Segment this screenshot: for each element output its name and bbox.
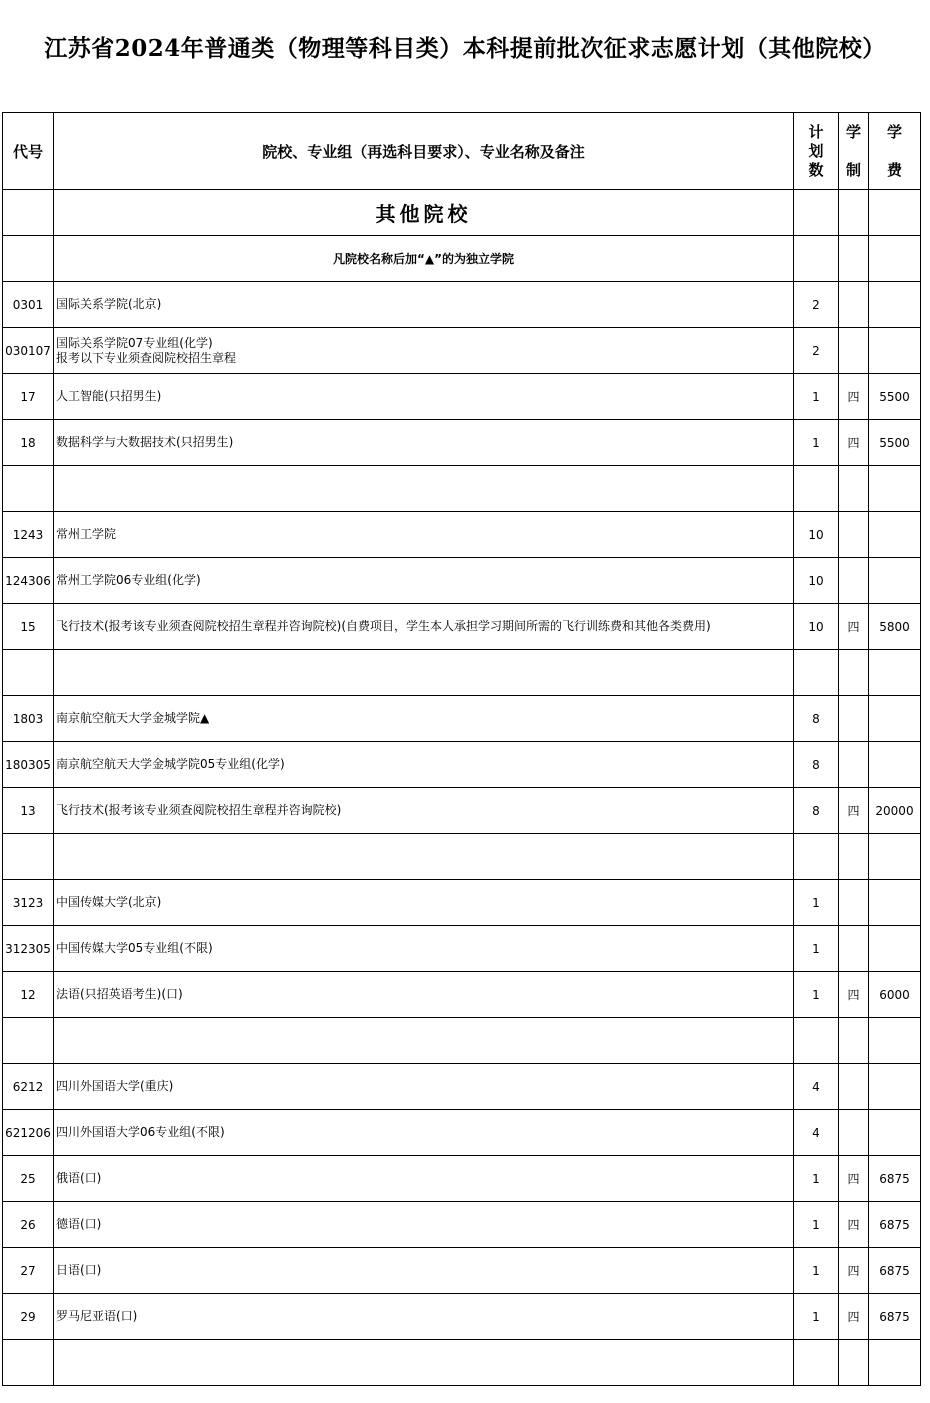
row-code — [3, 1340, 54, 1386]
row-plan: 8 — [794, 788, 839, 834]
row-name — [54, 1156, 794, 1202]
header-fee-char: 费 — [886, 161, 902, 179]
row-code — [3, 650, 54, 696]
row-duration — [839, 1110, 869, 1156]
row-duration — [839, 558, 869, 604]
table-row — [3, 788, 921, 834]
row-code: 6212 — [3, 1064, 54, 1110]
row-name — [54, 742, 794, 788]
row-name-line: 国际关系学院07专业组(化学) — [56, 335, 213, 350]
note-row — [3, 236, 921, 282]
header-plan — [794, 113, 839, 190]
row-name — [54, 558, 794, 604]
row-plan: 1 — [794, 1294, 839, 1340]
row-plan: 1 — [794, 1156, 839, 1202]
row-name — [54, 466, 794, 512]
header-plan-char: 计 — [808, 122, 824, 141]
row-fee — [869, 880, 921, 926]
row-code: 1803 — [3, 696, 54, 742]
row-duration — [839, 282, 869, 328]
row-code: 25 — [3, 1156, 54, 1202]
header-plan-char: 数 — [808, 160, 824, 179]
table-row — [3, 512, 921, 558]
row-name-line: 国际关系学院(北京) — [56, 297, 162, 311]
row-name-line: 数据科学与大数据技术(只招男生) — [56, 435, 234, 449]
table-row — [3, 1064, 921, 1110]
row-duration — [839, 834, 869, 880]
row-fee — [869, 1110, 921, 1156]
row-code: 17 — [3, 374, 54, 420]
row-plan: 2 — [794, 328, 839, 374]
row-code: 12 — [3, 972, 54, 1018]
row-fee — [869, 1340, 921, 1386]
row-plan: 1 — [794, 1202, 839, 1248]
row-code — [3, 466, 54, 512]
row-fee: 6875 — [869, 1248, 921, 1294]
row-duration — [839, 328, 869, 374]
table-row — [3, 650, 921, 696]
table-row — [3, 834, 921, 880]
row-name-line: 中国传媒大学(北京) — [56, 895, 162, 909]
table-row — [3, 1110, 921, 1156]
row-name — [54, 788, 794, 834]
table-row — [3, 926, 921, 972]
page-title: 江苏省2024年普通类（物理等科目类）本科提前批次征求志愿计划（其他院校） — [44, 35, 886, 62]
row-code: 26 — [3, 1202, 54, 1248]
table-row — [3, 1018, 921, 1064]
row-plan: 1 — [794, 926, 839, 972]
row-name — [54, 834, 794, 880]
row-name — [54, 972, 794, 1018]
row-plan — [794, 1018, 839, 1064]
row-code: 030107 — [3, 328, 54, 374]
table-row — [3, 972, 921, 1018]
table-row — [3, 1156, 921, 1202]
table-row — [3, 282, 921, 328]
table-row — [3, 1294, 921, 1340]
row-plan: 1 — [794, 880, 839, 926]
header-duration — [839, 113, 869, 190]
row-name-line: 常州工学院 — [56, 527, 117, 541]
row-plan: 4 — [794, 1064, 839, 1110]
row-fee — [869, 558, 921, 604]
row-plan: 8 — [794, 696, 839, 742]
row-duration: 四 — [839, 1202, 869, 1248]
table-row — [3, 696, 921, 742]
header-plan-char: 划 — [808, 141, 824, 160]
row-name-line: 中国传媒大学05专业组(不限) — [56, 941, 213, 955]
row-name — [54, 328, 794, 374]
row-plan: 10 — [794, 558, 839, 604]
row-name — [54, 1340, 794, 1386]
row-duration — [839, 466, 869, 512]
row-code: 1243 — [3, 512, 54, 558]
row-name — [54, 420, 794, 466]
row-plan: 2 — [794, 282, 839, 328]
row-duration: 四 — [839, 1294, 869, 1340]
row-plan: 10 — [794, 512, 839, 558]
row-name-line: 罗马尼亚语(口) — [56, 1309, 138, 1323]
row-duration — [839, 1064, 869, 1110]
row-plan — [794, 1340, 839, 1386]
row-plan: 10 — [794, 604, 839, 650]
header-row — [3, 113, 921, 190]
table-row — [3, 466, 921, 512]
row-fee: 6875 — [869, 1156, 921, 1202]
row-name — [54, 604, 794, 650]
table-row — [3, 558, 921, 604]
header-duration-char: 制 — [845, 161, 861, 179]
table-row — [3, 374, 921, 420]
row-fee — [869, 926, 921, 972]
table-row — [3, 420, 921, 466]
row-duration — [839, 512, 869, 558]
row-code: 27 — [3, 1248, 54, 1294]
row-code: 3123 — [3, 880, 54, 926]
row-name-line: 四川外国语大学(重庆) — [56, 1079, 174, 1093]
row-code: 13 — [3, 788, 54, 834]
row-plan: 4 — [794, 1110, 839, 1156]
section-title: 其他院校 — [54, 190, 794, 236]
row-fee — [869, 282, 921, 328]
independent-college-note: 凡院校名称后加“▲”的为独立学院 — [54, 236, 794, 282]
header-code: 代号 — [3, 113, 54, 190]
row-code: 18 — [3, 420, 54, 466]
row-plan: 1 — [794, 420, 839, 466]
table-row — [3, 880, 921, 926]
row-fee: 6875 — [869, 1294, 921, 1340]
row-duration: 四 — [839, 788, 869, 834]
row-duration — [839, 926, 869, 972]
row-duration: 四 — [839, 1248, 869, 1294]
row-name-line: 飞行技术(报考该专业须查阅院校招生章程并咨询院校) — [56, 803, 342, 817]
row-name — [54, 1248, 794, 1294]
row-fee: 20000 — [869, 788, 921, 834]
row-plan — [794, 650, 839, 696]
row-plan — [794, 834, 839, 880]
row-name — [54, 650, 794, 696]
row-fee — [869, 1064, 921, 1110]
header-duration-char: 学 — [845, 123, 861, 141]
row-name — [54, 926, 794, 972]
row-name-line: 法语(只招英语考生)(口) — [56, 987, 183, 1001]
row-fee — [869, 650, 921, 696]
header-name: 院校、专业组（再选科目要求）、专业名称及备注 — [54, 113, 794, 190]
table-row — [3, 604, 921, 650]
row-duration: 四 — [839, 972, 869, 1018]
row-fee: 5500 — [869, 420, 921, 466]
row-duration: 四 — [839, 604, 869, 650]
row-name — [54, 282, 794, 328]
plan-table — [2, 112, 921, 1386]
row-name — [54, 1110, 794, 1156]
row-code — [3, 1018, 54, 1064]
header-fee — [869, 113, 921, 190]
row-code: 124306 — [3, 558, 54, 604]
row-code: 312305 — [3, 926, 54, 972]
row-name-line: 日语(口) — [56, 1263, 102, 1277]
row-duration — [839, 650, 869, 696]
row-fee — [869, 466, 921, 512]
row-fee — [869, 696, 921, 742]
row-fee — [869, 834, 921, 880]
row-name — [54, 1294, 794, 1340]
row-name — [54, 1202, 794, 1248]
row-name — [54, 880, 794, 926]
row-name-line: 德语(口) — [56, 1217, 102, 1231]
section-row — [3, 190, 921, 236]
table-row — [3, 1202, 921, 1248]
row-duration — [839, 1340, 869, 1386]
row-duration — [839, 696, 869, 742]
row-plan: 1 — [794, 972, 839, 1018]
row-fee — [869, 742, 921, 788]
table-row — [3, 1248, 921, 1294]
row-fee: 5800 — [869, 604, 921, 650]
row-duration: 四 — [839, 374, 869, 420]
row-fee: 6000 — [869, 972, 921, 1018]
row-plan: 8 — [794, 742, 839, 788]
row-duration: 四 — [839, 1156, 869, 1202]
row-code: 621206 — [3, 1110, 54, 1156]
row-name-line: 南京航空航天大学金城学院05专业组(化学) — [56, 757, 285, 771]
row-name-line: 常州工学院06专业组(化学) — [56, 573, 201, 587]
row-name — [54, 696, 794, 742]
row-code: 29 — [3, 1294, 54, 1340]
row-plan: 1 — [794, 1248, 839, 1294]
row-fee — [869, 328, 921, 374]
row-name-line: 飞行技术(报考该专业须查阅院校招生章程并咨询院校)(自费项目，学生本人承担学习期间所需的飞行训练费和其他各类费用) — [56, 619, 711, 633]
row-name-line: 南京航空航天大学金城学院▲ — [56, 711, 210, 725]
header-fee-char: 学 — [886, 123, 902, 141]
row-duration — [839, 1018, 869, 1064]
row-name — [54, 1018, 794, 1064]
table-row — [3, 742, 921, 788]
row-name — [54, 374, 794, 420]
row-code: 15 — [3, 604, 54, 650]
row-code: 0301 — [3, 282, 54, 328]
row-name — [54, 512, 794, 558]
row-name — [54, 1064, 794, 1110]
table-row — [3, 328, 921, 374]
row-name-line: 人工智能(只招男生) — [56, 389, 162, 403]
row-fee — [869, 512, 921, 558]
table-row — [3, 1340, 921, 1386]
row-name-line: 四川外国语大学06专业组(不限) — [56, 1125, 225, 1139]
row-plan — [794, 466, 839, 512]
row-fee — [869, 1018, 921, 1064]
row-duration: 四 — [839, 420, 869, 466]
row-fee: 5500 — [869, 374, 921, 420]
row-name-line: 俄语(口) — [56, 1171, 102, 1185]
row-plan: 1 — [794, 374, 839, 420]
row-duration — [839, 742, 869, 788]
row-fee: 6875 — [869, 1202, 921, 1248]
row-name-remark: 报考以下专业须查阅院校招生章程 — [56, 350, 237, 365]
row-code: 180305 — [3, 742, 54, 788]
row-code — [3, 834, 54, 880]
row-duration — [839, 880, 869, 926]
